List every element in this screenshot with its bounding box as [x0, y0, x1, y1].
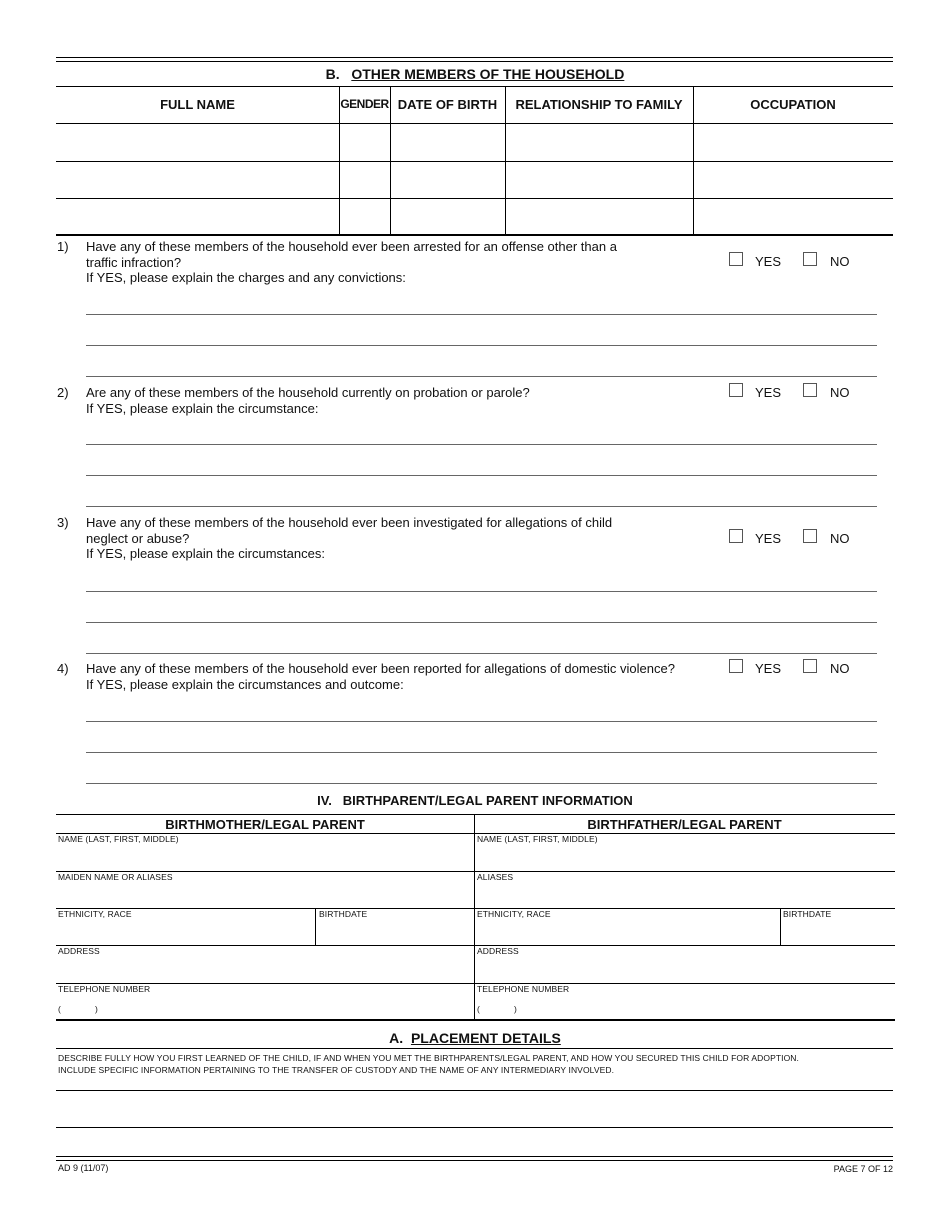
father-birthdate-label: BIRTHDATE	[783, 909, 832, 919]
placement-title	[0, 1030, 950, 1046]
member-3-relationship-input[interactable]	[509, 206, 689, 226]
question-4-line-1: Have any of these members of the household ever been reported for allegations of domestic violence?	[86, 661, 675, 676]
page-number: PAGE 7 OF 12	[833, 1164, 893, 1174]
mother-birthdate-divider	[315, 908, 316, 945]
question-1-line-2: traffic infraction?	[86, 254, 182, 270]
question-3-yes-checkbox[interactable]	[729, 529, 743, 543]
question-4-text	[86, 661, 675, 692]
father-address-input[interactable]	[477, 960, 889, 978]
col-header-date-of-birth: DATE OF BIRTH	[397, 97, 498, 112]
table-row-line	[56, 198, 893, 199]
question-1-number: 1)	[57, 239, 69, 254]
bottom-rule-2	[56, 1160, 893, 1161]
father-area-code-input[interactable]	[483, 1002, 511, 1016]
placement-instruction-1: DESCRIBE FULLY HOW YOU FIRST LEARNED OF THE CHILD, IF AND WHEN YOU MET THE BIRTHPARENTS/LEGAL PARENT, AND HOW YOU SECURED THIS CHILD FOR ADOPTION.	[58, 1053, 800, 1063]
section-iv-heading: BIRTHPARENT/LEGAL PARENT INFORMATION	[342, 793, 633, 808]
question-3-number: 3)	[57, 515, 69, 530]
bottom-rule	[56, 1156, 893, 1157]
father-phone-label: TELEPHONE NUMBER	[477, 984, 570, 994]
birthfather-heading: BIRTHFATHER/LEGAL PARENT	[587, 817, 782, 832]
mother-name-label: NAME (LAST, FIRST, MIDDLE)	[58, 834, 179, 844]
member-3-name-input[interactable]	[60, 206, 335, 226]
placement-instructions	[58, 1052, 799, 1076]
question-3-no-label: NO	[830, 531, 850, 546]
member-2-relationship-input[interactable]	[509, 169, 689, 189]
section-b-letter: B.	[325, 66, 340, 82]
question-2-no-label: NO	[830, 385, 850, 400]
mother-phone-input[interactable]	[102, 1002, 462, 1016]
member-2-name-input[interactable]	[60, 169, 335, 189]
question-3-answer-line[interactable]	[86, 622, 877, 623]
father-birthdate-input[interactable]	[783, 923, 889, 941]
question-4-yes-label: YES	[755, 661, 782, 676]
col-header-gender: GENDER	[340, 97, 389, 111]
member-3-occupation-input[interactable]	[697, 206, 889, 226]
section-iv-title	[0, 793, 950, 808]
parent-table-bottom	[56, 1019, 895, 1021]
mother-phone-close-paren: )	[95, 1004, 98, 1014]
col-header-relationship: RELATIONSHIP TO FAMILY	[515, 97, 683, 112]
parent-row-line	[56, 945, 895, 946]
father-ethnicity-label: ETHNICITY, RACE	[477, 909, 551, 919]
question-4-answer-line[interactable]	[86, 752, 877, 753]
question-3-line-2: neglect or abuse?	[86, 530, 190, 546]
mother-phone-label: TELEPHONE NUMBER	[58, 984, 151, 994]
placement-line[interactable]	[56, 1090, 893, 1091]
member-1-name-input[interactable]	[60, 132, 335, 152]
question-1-answer-line[interactable]	[86, 345, 877, 346]
question-3-no-checkbox[interactable]	[803, 529, 817, 543]
mother-address-label: ADDRESS	[58, 946, 100, 956]
father-phone-open-paren: (	[477, 1004, 480, 1014]
mother-birthdate-label: BIRTHDATE	[319, 909, 368, 919]
question-4-number: 4)	[57, 661, 69, 676]
question-1-answer-line[interactable]	[86, 314, 877, 315]
parent-row-line	[56, 983, 895, 984]
question-4-yes-checkbox[interactable]	[729, 659, 743, 673]
placement-instruction-2: INCLUDE SPECIFIC INFORMATION PERTAINING TO THE TRANSFER OF CUSTODY AND THE NAME OF ANY INTERMEDIARY INVOLVED.	[58, 1065, 615, 1075]
question-1-line-3: If YES, please explain the charges and any convictions:	[86, 270, 406, 285]
member-1-gender-input[interactable]	[343, 132, 386, 152]
question-3-text	[86, 515, 612, 562]
question-3-line-1: Have any of these members of the household ever been investigated for allegations of child	[86, 515, 613, 530]
father-birthdate-divider	[780, 908, 781, 945]
top-rule	[56, 57, 893, 58]
mother-alias-label: MAIDEN NAME OR ALIASES	[58, 872, 173, 882]
question-1-yes-checkbox[interactable]	[729, 252, 743, 266]
question-3-answer-line[interactable]	[86, 591, 877, 592]
father-name-input[interactable]	[477, 848, 889, 866]
father-alias-input[interactable]	[477, 886, 889, 904]
question-3-answer-line[interactable]	[86, 653, 877, 654]
question-2-no-checkbox[interactable]	[803, 383, 817, 397]
question-1-no-checkbox[interactable]	[803, 252, 817, 266]
member-2-dob-input[interactable]	[394, 169, 501, 189]
member-3-gender-input[interactable]	[343, 206, 386, 226]
father-phone-close-paren: )	[514, 1004, 517, 1014]
parent-table-top	[56, 814, 895, 815]
table-bottom-line	[56, 234, 893, 236]
father-name-label: NAME (LAST, FIRST, MIDDLE)	[477, 834, 598, 844]
question-4-answer-line[interactable]	[86, 721, 877, 722]
member-3-dob-input[interactable]	[394, 206, 501, 226]
placement-letter: A.	[389, 1030, 404, 1046]
birthmother-heading: BIRTHMOTHER/LEGAL PARENT	[165, 817, 365, 832]
mother-ethnicity-input[interactable]	[58, 923, 310, 941]
member-1-dob-input[interactable]	[394, 132, 501, 152]
question-2-answer-line[interactable]	[86, 475, 877, 476]
section-iv-number: IV.	[317, 793, 332, 808]
mother-birthdate-input[interactable]	[319, 923, 469, 941]
placement-top-line	[56, 1048, 893, 1049]
question-3-yes-label: YES	[755, 531, 782, 546]
question-1-text	[86, 239, 617, 286]
parent-row-line	[56, 871, 895, 872]
mother-address-input[interactable]	[58, 960, 468, 978]
table-top-line	[56, 86, 893, 87]
question-4-answer-line[interactable]	[86, 783, 877, 784]
question-4-line-2: If YES, please explain the circumstances and outcome:	[86, 676, 404, 692]
question-2-number: 2)	[57, 385, 69, 400]
question-4-no-checkbox[interactable]	[803, 659, 817, 673]
question-2-yes-label: YES	[755, 385, 782, 400]
member-1-relationship-input[interactable]	[509, 132, 689, 152]
col-header-occupation: OCCUPATION	[750, 97, 836, 112]
section-b-heading: OTHER MEMBERS OF THE HOUSEHOLD	[351, 66, 625, 82]
question-3-line-3: If YES, please explain the circumstances:	[86, 546, 325, 561]
father-phone-input[interactable]	[521, 1002, 885, 1016]
question-1-answer-line[interactable]	[86, 376, 877, 377]
father-alias-label: ALIASES	[477, 872, 514, 882]
father-address-label: ADDRESS	[477, 946, 519, 956]
form-id: AD 9 (11/07)	[58, 1163, 109, 1173]
question-2-line-2: If YES, please explain the circumstance:	[86, 400, 319, 416]
table-header-line	[56, 123, 893, 124]
member-2-occupation-input[interactable]	[697, 169, 889, 189]
placement-line[interactable]	[56, 1127, 893, 1128]
table-row-line	[56, 161, 893, 162]
parent-row-line	[56, 833, 895, 834]
parent-table-divider	[474, 814, 475, 1019]
question-2-answer-line[interactable]	[86, 444, 877, 445]
col-header-full-name: FULL NAME	[160, 97, 235, 112]
top-rule-2	[56, 61, 893, 62]
question-1-yes-label: YES	[755, 254, 782, 269]
question-1-line-1: Have any of these members of the household ever been arrested for an offense other than a	[86, 239, 617, 254]
member-1-occupation-input[interactable]	[697, 132, 889, 152]
mother-area-code-input[interactable]	[64, 1002, 92, 1016]
father-ethnicity-input[interactable]	[477, 923, 775, 941]
mother-ethnicity-label: ETHNICITY, RACE	[58, 909, 132, 919]
question-1-no-label: NO	[830, 254, 850, 269]
placement-heading: PLACEMENT DETAILS	[410, 1030, 561, 1046]
question-4-no-label: NO	[830, 661, 850, 676]
question-2-text	[86, 385, 530, 416]
parent-row-line	[56, 908, 895, 909]
question-2-answer-line[interactable]	[86, 506, 877, 507]
mother-phone-open-paren: (	[58, 1004, 61, 1014]
section-b-title	[0, 66, 950, 82]
mother-alias-input[interactable]	[58, 886, 468, 904]
mother-name-input[interactable]	[58, 848, 468, 866]
question-2-yes-checkbox[interactable]	[729, 383, 743, 397]
member-2-gender-input[interactable]	[343, 169, 386, 189]
question-2-line-1: Are any of these members of the household currently on probation or parole?	[86, 385, 530, 400]
